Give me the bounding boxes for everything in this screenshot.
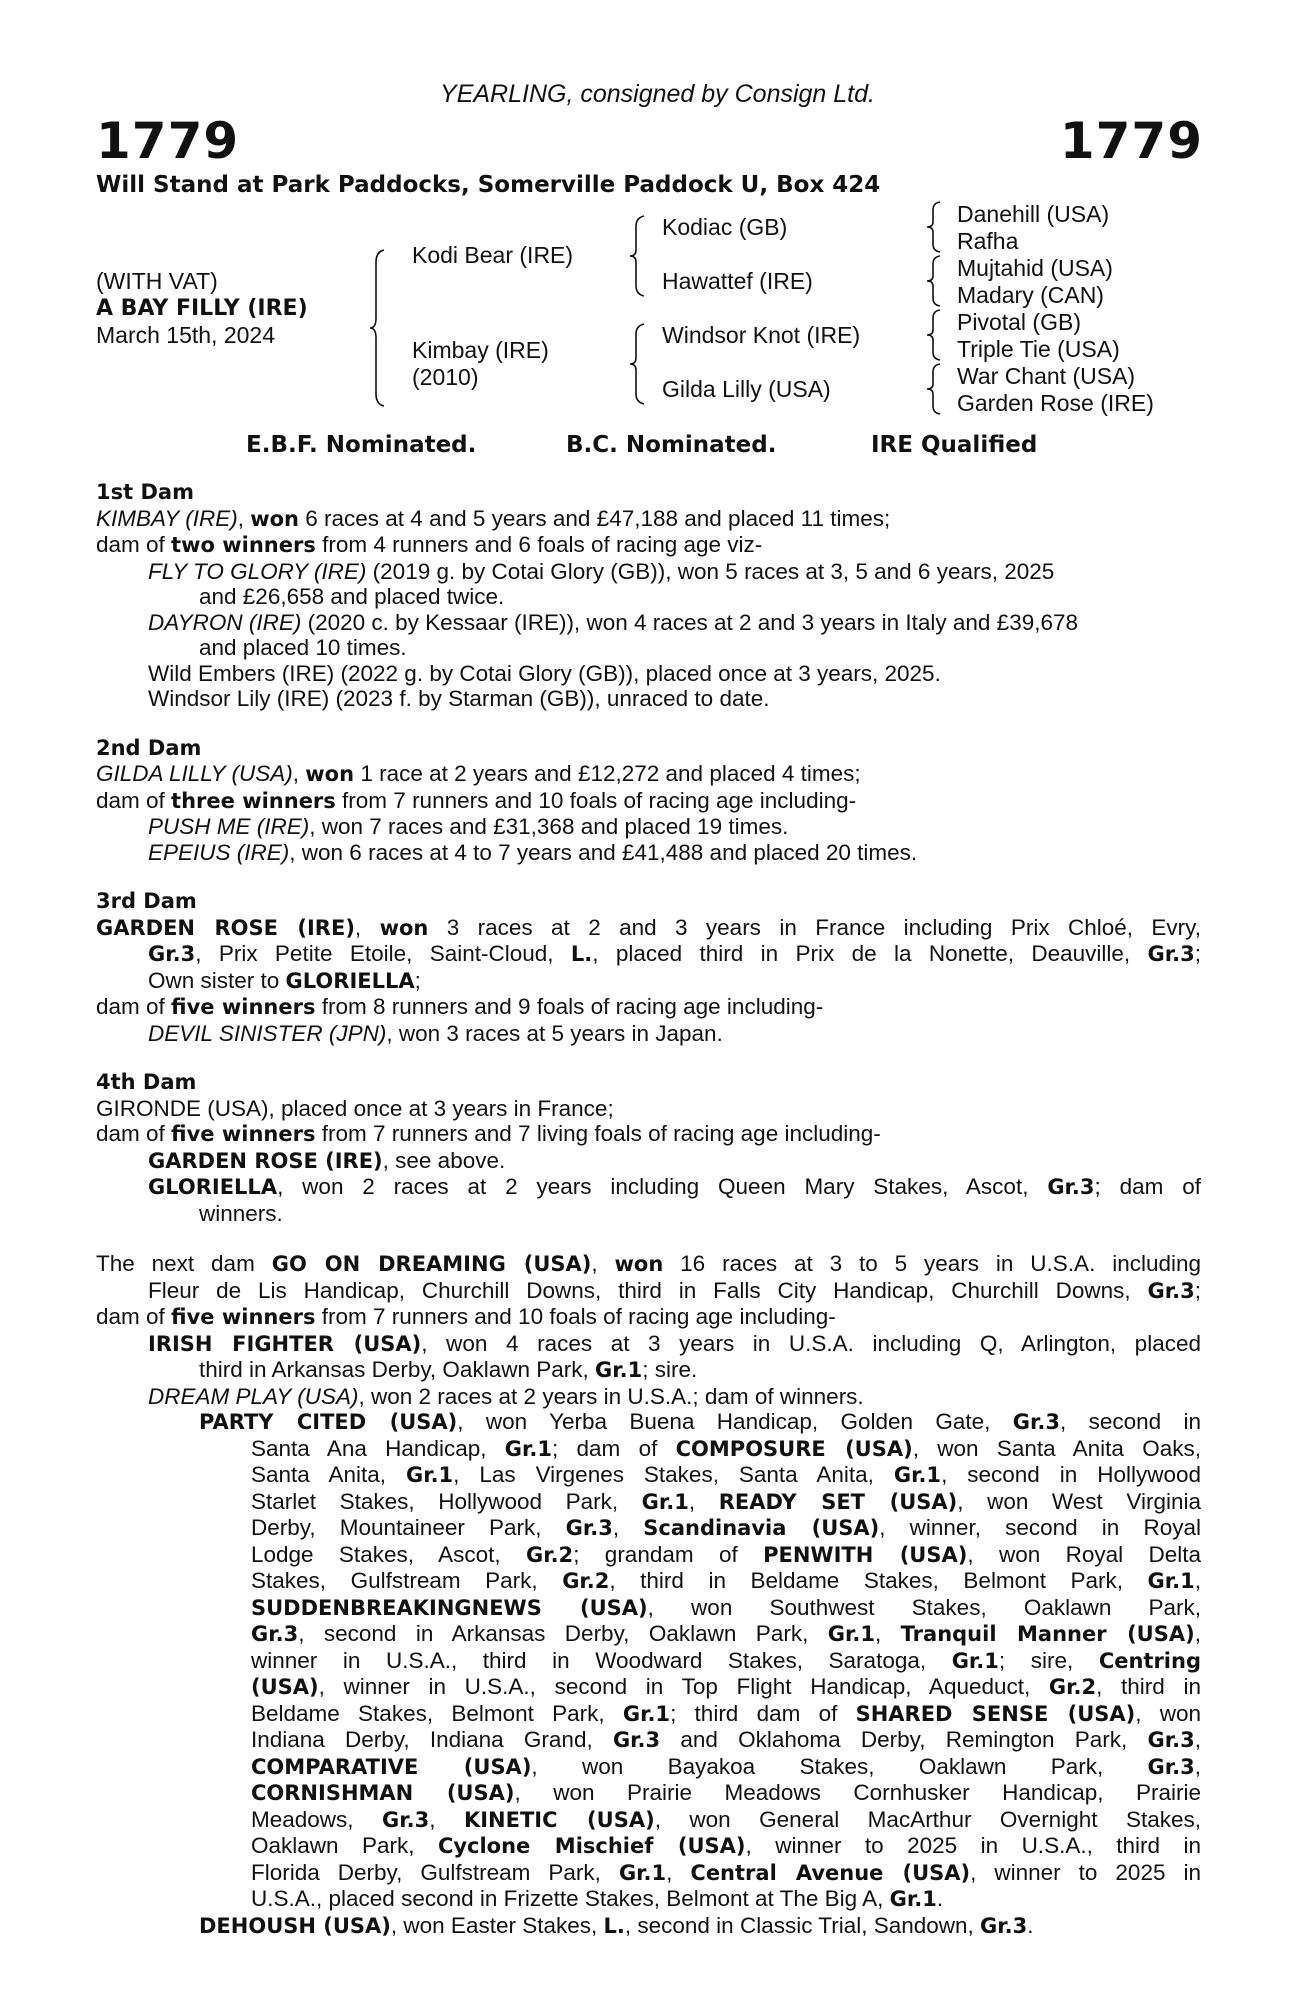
- produce-entry: GLORIELLA, won 2 races at 2 years including Queen Mary Stakes, Ascot, Gr.3; dam of: [148, 1174, 1201, 1199]
- produce-entry-cont: winner in U.S.A., third in Woodward Stakes, Saratoga, Gr.1; sire, Centring: [251, 1647, 1201, 1673]
- produce-entry-cont: Derby, Mountaineer Park, Gr.3, Scandinavia (USA), winner, second in Royal: [251, 1515, 1202, 1540]
- consignor-line: YEARLING, consigned by Consign Ltd.: [440, 80, 875, 108]
- sire-name: Kodi Bear (IRE): [412, 242, 574, 268]
- produce-entry: DEVIL SINISTER (JPN), won 3 races at 5 years in Japan.: [148, 1020, 723, 1046]
- produce-entry-cont: COMPARATIVE (USA), won Bayakoa Stakes, Oaklawn Park, Gr.3,: [251, 1753, 1202, 1779]
- bracket-dam-parents: [628, 322, 646, 406]
- produce-entry-cont: winners.: [199, 1200, 283, 1226]
- produce-entry-cont: Indiana Derby, Indiana Grand, Gr.3 and Oklahoma Derby, Remington Park, Gr.3,: [251, 1727, 1201, 1752]
- produce-entry-cont: Meadows, Gr.3, KINETIC (USA), won General MacArthur Overnight Stakes,: [251, 1806, 1201, 1832]
- ancestor-5: Pivotal (GB): [957, 309, 1081, 335]
- first-dam-line: KIMBAY (IRE), won 6 races at 4 and 5 years and £47,188 and placed 11 times;: [96, 505, 891, 531]
- sire-dam: Hawattef (IRE): [662, 268, 813, 294]
- produce-entry-cont: U.S.A., placed second in Frizette Stakes, Belmont at The Big A, Gr.1.: [251, 1886, 944, 1911]
- dam-dam: Gilda Lilly (USA): [662, 376, 831, 402]
- ancestor-2: Rafha: [957, 228, 1019, 254]
- third-dam-summary: dam of five winners from 8 runners and 9 foals of racing age including-: [96, 994, 824, 1019]
- ebf-nomination: E.B.F. Nominated.: [246, 432, 477, 458]
- produce-entry-cont: Starlet Stakes, Hollywood Park, Gr.1, READY SET (USA), won West Virginia: [251, 1488, 1201, 1514]
- ancestor-3: Mujtahid (USA): [957, 255, 1113, 281]
- produce-entry-cont: CORNISHMAN (USA), won Prairie Meadows Cornhusker Handicap, Prairie: [251, 1780, 1202, 1805]
- next-dam-line-cont: Fleur de Lis Handicap, Churchill Downs, third in Falls City Handicap, Churchill Downs, Gr.3;: [148, 1277, 1201, 1303]
- ire-qualified: IRE Qualified: [871, 432, 1038, 458]
- section-title-1st-dam: 1st Dam: [96, 480, 194, 504]
- produce-record: [96, 480, 1201, 1939]
- third-dam-line-cont: Gr.3, Prix Petite Etoile, Saint-Cloud, L., placed third in Prix de la Nonette, Deauville, Gr.3;: [148, 941, 1201, 966]
- lot-name: A BAY FILLY (IRE): [96, 296, 308, 321]
- next-dam-summary: dam of five winners from 7 runners and 10 foals of racing age including-: [96, 1304, 836, 1329]
- bracket-g4: [924, 362, 942, 416]
- produce-entry-cont: Gr.3, second in Arkansas Derby, Oaklawn Park, Gr.1, Tranquil Manner (USA),: [251, 1621, 1201, 1646]
- fourth-dam-summary: dam of five winners from 7 runners and 7 living foals of racing age including-: [96, 1121, 881, 1146]
- vat-note: (WITH VAT): [96, 268, 218, 294]
- produce-entry-cont: Santa Anita, Gr.1, Las Virgenes Stakes, Santa Anita, Gr.1, second in Hollywood: [251, 1462, 1201, 1487]
- third-dam-line: GARDEN ROSE (IRE), won 3 races at 2 and 3 years in France including Prix Chloé, Evry,: [96, 914, 1201, 940]
- section-title-4th-dam: 4th Dam: [96, 1070, 197, 1094]
- produce-entry-cont: Lodge Stakes, Ascot, Gr.2; grandam of PENWITH (USA), won Royal Delta: [251, 1541, 1202, 1567]
- bracket-sire-dam: [368, 248, 386, 408]
- next-dam-line: The next dam GO ON DREAMING (USA), won 16 races at 3 to 5 years in U.S.A. including: [96, 1251, 1202, 1276]
- produce-entry-cont: Florida Derby, Gulfstream Park, Gr.1, Central Avenue (USA), winner to 2025 in: [251, 1859, 1201, 1885]
- ancestor-1: Danehill (USA): [957, 201, 1110, 227]
- produce-entry: IRISH FIGHTER (USA), won 4 races at 3 years in U.S.A. including Q, Arlington, placed: [148, 1330, 1201, 1356]
- fourth-dam-line: GIRONDE (USA), placed once at 3 years in France;: [96, 1095, 614, 1121]
- foaling-date: March 15th, 2024: [96, 322, 276, 348]
- produce-entry: EPEIUS (IRE), won 6 races at 4 to 7 years and £41,488 and placed 20 times.: [148, 839, 918, 865]
- ancestor-8: Garden Rose (IRE): [957, 390, 1154, 416]
- dam-name: Kimbay (IRE): [412, 337, 549, 363]
- produce-entry-cont: and placed 10 times.: [199, 635, 407, 660]
- lot-number-right: 1779: [1059, 112, 1203, 170]
- dam-year: (2010): [412, 364, 479, 390]
- second-dam-line: GILDA LILLY (USA), won 1 race at 2 years and £12,272 and placed 4 times;: [96, 761, 861, 786]
- section-title-2nd-dam: 2nd Dam: [96, 735, 202, 760]
- produce-entry-cont: Stakes, Gulfstream Park, Gr.2, third in Beldame Stakes, Belmont Park, Gr.1,: [251, 1568, 1202, 1593]
- produce-entry-cont: Beldame Stakes, Belmont Park, Gr.1; third dam of SHARED SENSE (USA), won: [251, 1700, 1201, 1726]
- produce-entry: FLY TO GLORY (IRE) (2019 g. by Cotai Glory (GB)), won 5 races at 3, 5 and 6 years, 2025: [148, 558, 1055, 584]
- first-dam-summary: dam of two winners from 4 runners and 6 foals of racing age viz-: [96, 532, 763, 557]
- produce-entry: DAYRON (IRE) (2020 c. by Kessaar (IRE)), won 4 races at 2 and 3 years in Italy and £39,678: [148, 609, 1079, 635]
- produce-entry: Wild Embers (IRE) (2022 g. by Cotai Glory (GB)), placed once at 3 years, 2025.: [148, 660, 941, 686]
- bracket-g1: [924, 200, 942, 254]
- produce-entry: Windsor Lily (IRE) (2023 f. by Starman (GB)), unraced to date.: [148, 686, 770, 711]
- bc-nomination: B.C. Nominated.: [566, 432, 777, 458]
- produce-entry-cont: Oaklawn Park, Cyclone Mischief (USA), winner to 2025 in U.S.A., third in: [251, 1833, 1201, 1858]
- produce-entry: DEHOUSH (USA), won Easter Stakes, L., second in Classic Trial, Sandown, Gr.3.: [199, 1912, 1034, 1938]
- third-dam-sister: Own sister to GLORIELLA;: [148, 967, 421, 993]
- produce-entry: PARTY CITED (USA), won Yerba Buena Handicap, Golden Gate, Gr.3, second in: [199, 1409, 1201, 1434]
- produce-entry-cont: Santa Ana Handicap, Gr.1; dam of COMPOSURE (USA), won Santa Anita Oaks,: [251, 1435, 1201, 1461]
- section-title-3rd-dam: 3rd Dam: [96, 889, 197, 913]
- ancestor-6: Triple Tie (USA): [957, 336, 1120, 362]
- produce-entry-cont: (USA), winner in U.S.A., second in Top Flight Handicap, Aqueduct, Gr.2, third in: [251, 1674, 1201, 1699]
- ancestor-7: War Chant (USA): [957, 363, 1136, 389]
- second-dam-summary: dam of three winners from 7 runners and 10 foals of racing age including-: [96, 787, 857, 813]
- produce-entry-cont: third in Arkansas Derby, Oaklawn Park, Gr.1; sire.: [199, 1357, 698, 1382]
- sire-sire: Kodiac (GB): [662, 214, 788, 240]
- bracket-g3: [924, 308, 942, 362]
- bracket-g2: [924, 254, 942, 308]
- produce-entry-cont: and £26,658 and placed twice.: [199, 584, 505, 609]
- dam-sire: Windsor Knot (IRE): [662, 322, 861, 348]
- produce-entry: PUSH ME (IRE), won 7 races and £31,368 and placed 19 times.: [148, 814, 789, 839]
- produce-entry: GARDEN ROSE (IRE), see above.: [148, 1147, 506, 1173]
- stand-location: Will Stand at Park Paddocks, Somerville Paddock U, Box 424: [96, 172, 881, 198]
- ancestor-4: Madary (CAN): [957, 282, 1104, 308]
- produce-entry: DREAM PLAY (USA), won 2 races at 2 years in U.S.A.; dam of winners.: [148, 1383, 864, 1409]
- lot-number-left: 1779: [96, 112, 240, 170]
- bracket-sire-parents: [628, 214, 646, 298]
- produce-entry-cont: SUDDENBREAKINGNEWS (USA), won Southwest Stakes, Oaklawn Park,: [251, 1594, 1202, 1620]
